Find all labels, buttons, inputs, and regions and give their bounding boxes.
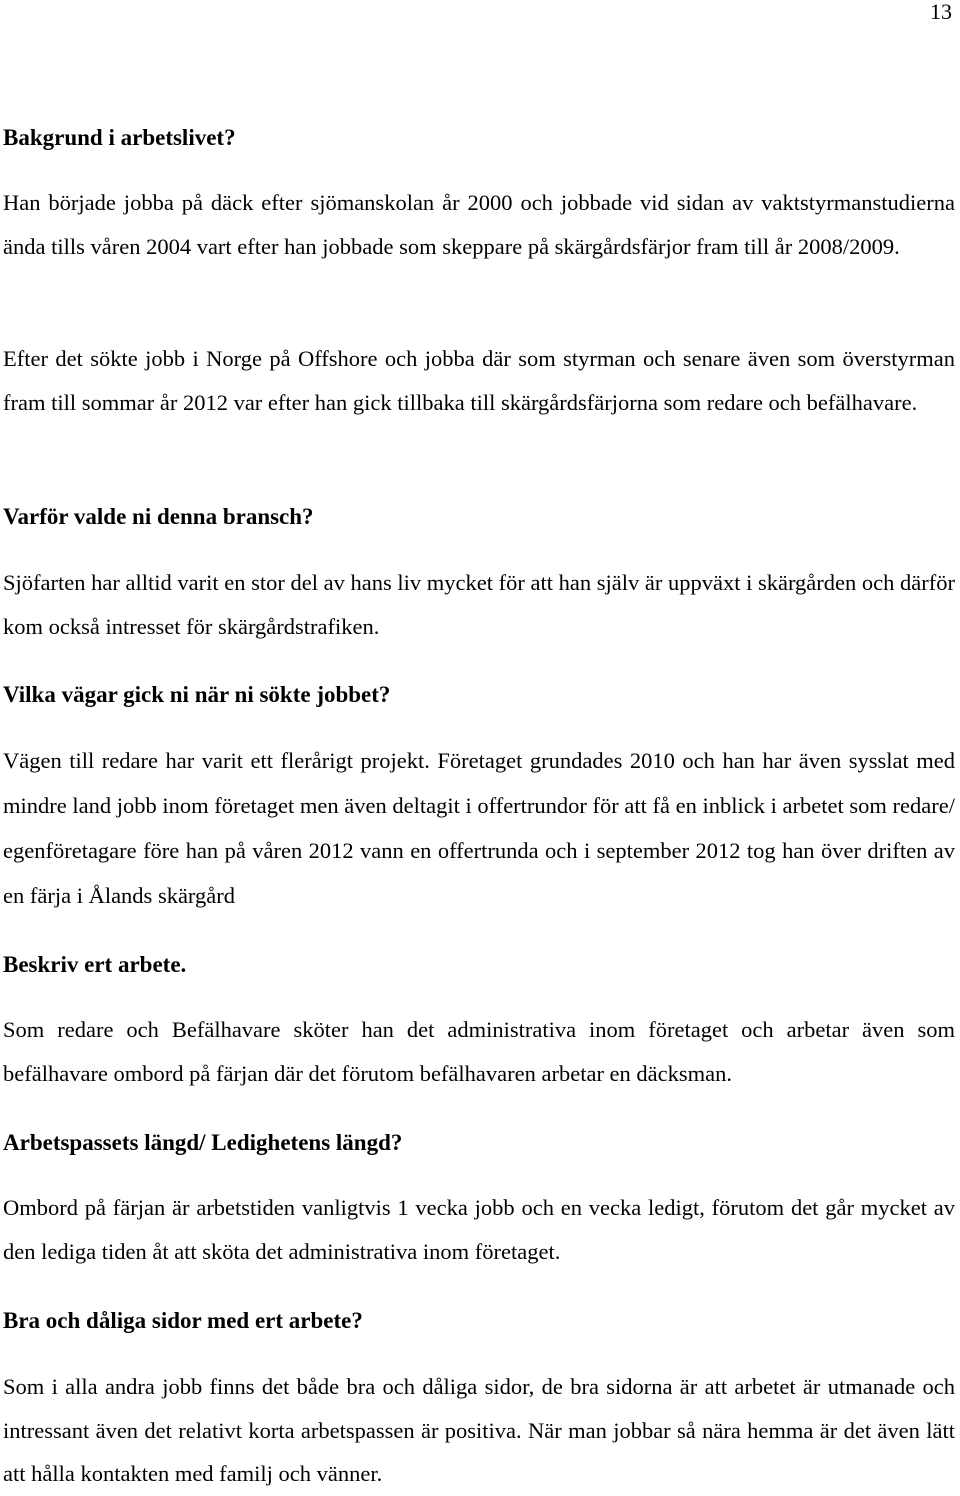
paragraph-shift-length: Ombord på färjan är arbetstiden vanligtvis 1 vecka jobb och en vecka ledigt, förutom det går mycket av den lediga tiden åt att sköta det administrativa inom företaget. — [3, 1195, 955, 1264]
section-heading-background: Bakgrund i arbetslivet? — [3, 125, 236, 150]
section-heading-pros-cons: Bra och dåliga sidor med ert arbete? — [3, 1308, 363, 1333]
paragraph-background-offshore: Efter det sökte jobb i Norge på Offshore och jobba där som styrman och senare även som överstyrman fram till sommar år 2012 var efter han gick tillbaka till skärgårdsfärjorna som redare och befälhavare. — [3, 346, 955, 415]
paragraph-background-early-career: Han började jobba på däck efter sjömanskolan år 2000 och jobbade vid sidan av vaktstyrmanstudierna ända tills våren 2004 vart efter han jobbade som skeppare på skärgårdsfärjor fram till år 2008/2009. — [3, 190, 955, 259]
section-heading-why-industry: Varför valde ni denna bransch? — [3, 504, 314, 529]
section-heading-describe-work: Beskriv ert arbete. — [3, 952, 187, 977]
page-number: 13 — [930, 0, 952, 24]
paragraph-why-industry: Sjöfarten har alltid varit en stor del av hans liv mycket för att han själv är uppväxt i skärgården och därför kom också intresset för skärgårdstrafiken. — [3, 570, 955, 639]
paragraph-career-path: Vägen till redare har varit ett flerårigt projekt. Företaget grundades 2010 och han har även sysslat med mindre land jobb inom företaget men även deltagit i offertrundor för att få en inblick i arbetet som redare/ egenföretagare före han på våren 2012 vann en offertrunda och i september 2012 tog han över driften av en färja i Ålands skärgård — [3, 748, 955, 908]
section-heading-career-path: Vilka vägar gick ni när ni sökte jobbet? — [3, 682, 391, 707]
section-heading-shift-length: Arbetspassets längd/ Ledighetens längd? — [3, 1130, 403, 1155]
paragraph-describe-work: Som redare och Befälhavare sköter han det administrativa inom företaget och arbetar även som befälhavare ombord på färjan där det förutom befälhavaren arbetar en däcksman. — [3, 1017, 955, 1086]
paragraph-pros-cons: Som i alla andra jobb finns det både bra och dåliga sidor, de bra sidorna är att arbetet är utmanade och intressant även det relativt korta arbetspassen är positiva. När man jobbar så nära hemma är det även lätt att hålla kontakten med familj och vänner. — [3, 1374, 955, 1486]
